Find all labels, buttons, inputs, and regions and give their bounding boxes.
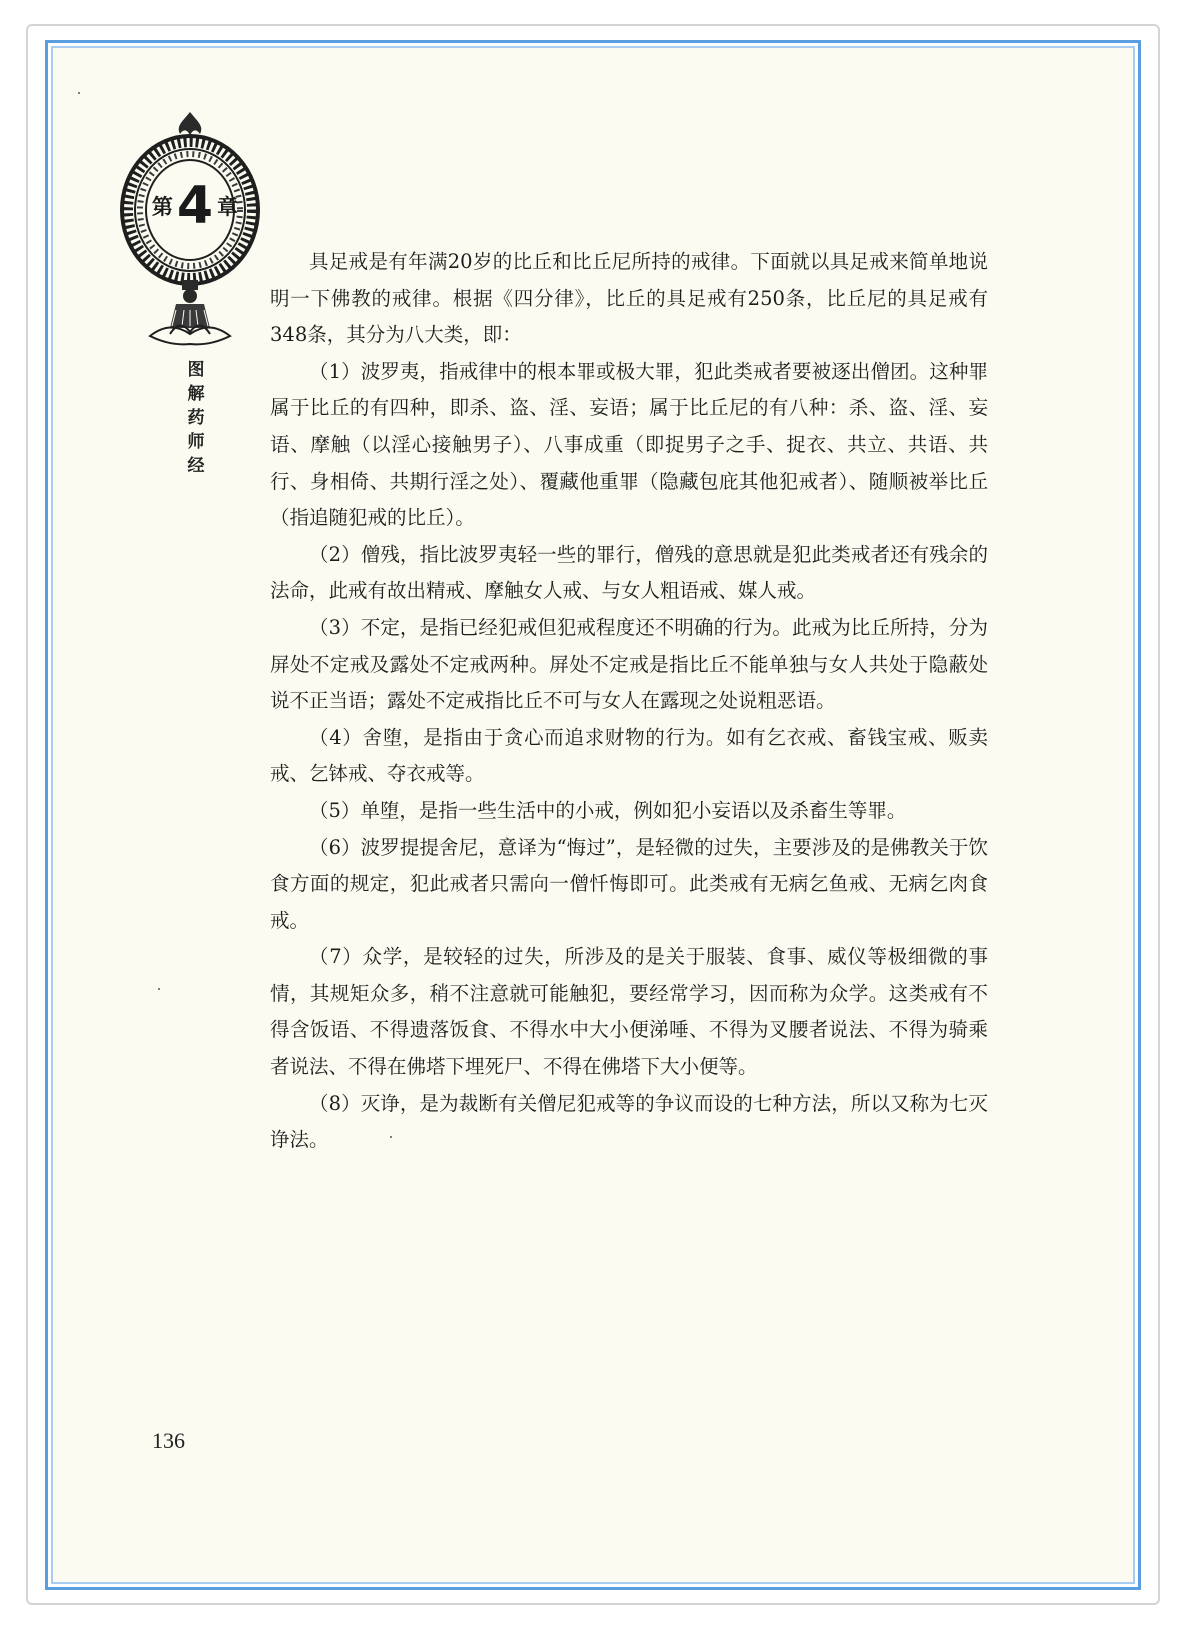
chapter-number: 4 (176, 176, 214, 236)
chapter-heading (140, 176, 250, 236)
paragraph: （7）众学，是较轻的过失，所涉及的是关于服装、食事、威仪等极细微的事情，其规矩众多，稍不注意就可能触犯，要经常学习，因而称为众学。这类戒有不得含饭语、不得遗落饭食、不得水中大小便涕唾、不得为叉腰者说法、不得为骑乘者说法、不得在佛塔下埋死尸、不得在佛塔下大小便等。 (270, 945, 988, 1079)
paragraph: （4）舍堕，是指由于贪心而追求财物的行为。如有乞衣戒、畜钱宝戒、贩卖戒、乞钵戒、夺衣戒等。 (270, 725, 988, 786)
paper-speck (390, 1136, 392, 1138)
chapter-suffix: 章 (217, 195, 239, 219)
paper-speck (158, 988, 160, 990)
paragraph: （3）不定，是指已经犯戒但犯戒程度还不明确的行为。此戒为比丘所持，分为屏处不定戒及露处不定戒两种。屏处不定戒是指比丘不能单独与女人共处于隐蔽处说不正当语；露处不定戒指比丘不可与女人在露现之处说粗恶语。 (270, 615, 988, 713)
paragraph: （8）灭诤，是为裁断有关僧尼犯戒等的争议而设的七种方法，所以又称为七灭诤法。 (270, 1091, 988, 1152)
page-body (270, 244, 988, 1159)
page-number: 136 (152, 1428, 185, 1453)
paragraph: （5）单堕，是指一些生活中的小戒，例如犯小妄语以及杀畜生等罪。 (309, 798, 907, 822)
book-title-vertical: 图解药师经 (187, 360, 205, 476)
chapter-prefix: 第 (151, 195, 173, 219)
paragraph: （2）僧残，指比波罗夷轻一些的罪行，僧残的意思就是犯此类戒者还有残余的法命，此戒有故出精戒、摩触女人戒、与女人粗语戒、媒人戒。 (270, 542, 988, 603)
paragraph: （1）波罗夷，指戒律中的根本罪或极大罪，犯此类戒者要被逐出僧团。这种罪属于比丘的有四种，即杀、盗、淫、妄语；属于比丘尼的有八种：杀、盗、淫、妄语、摩触（以淫心接触男子）、八事成重（即捉男子之手、捉衣、共立、共语、共行、身相倚、共期行淫之处）、覆藏他重罪（隐藏包庇其他犯戒者）、随顺被举比丘（指追随犯戒的比丘）。 (270, 359, 988, 530)
paper-speck (78, 92, 80, 94)
paragraph: 具足戒是有年满20岁的比丘和比丘尼所持的戒律。下面就以具足戒来简单地说明一下佛教的戒律。根据《四分律》，比丘的具足戒有250条，比丘尼的具足戒有348条，其分为八大类，即： (270, 250, 988, 347)
paragraph: （6）波罗提提舍尼，意译为“悔过”，是轻微的过失，主要涉及的是佛教关于饮食方面的规定，犯此戒者只需向一僧忏悔即可。此类戒有无病乞鱼戒、无病乞肉食戒。 (270, 835, 988, 932)
